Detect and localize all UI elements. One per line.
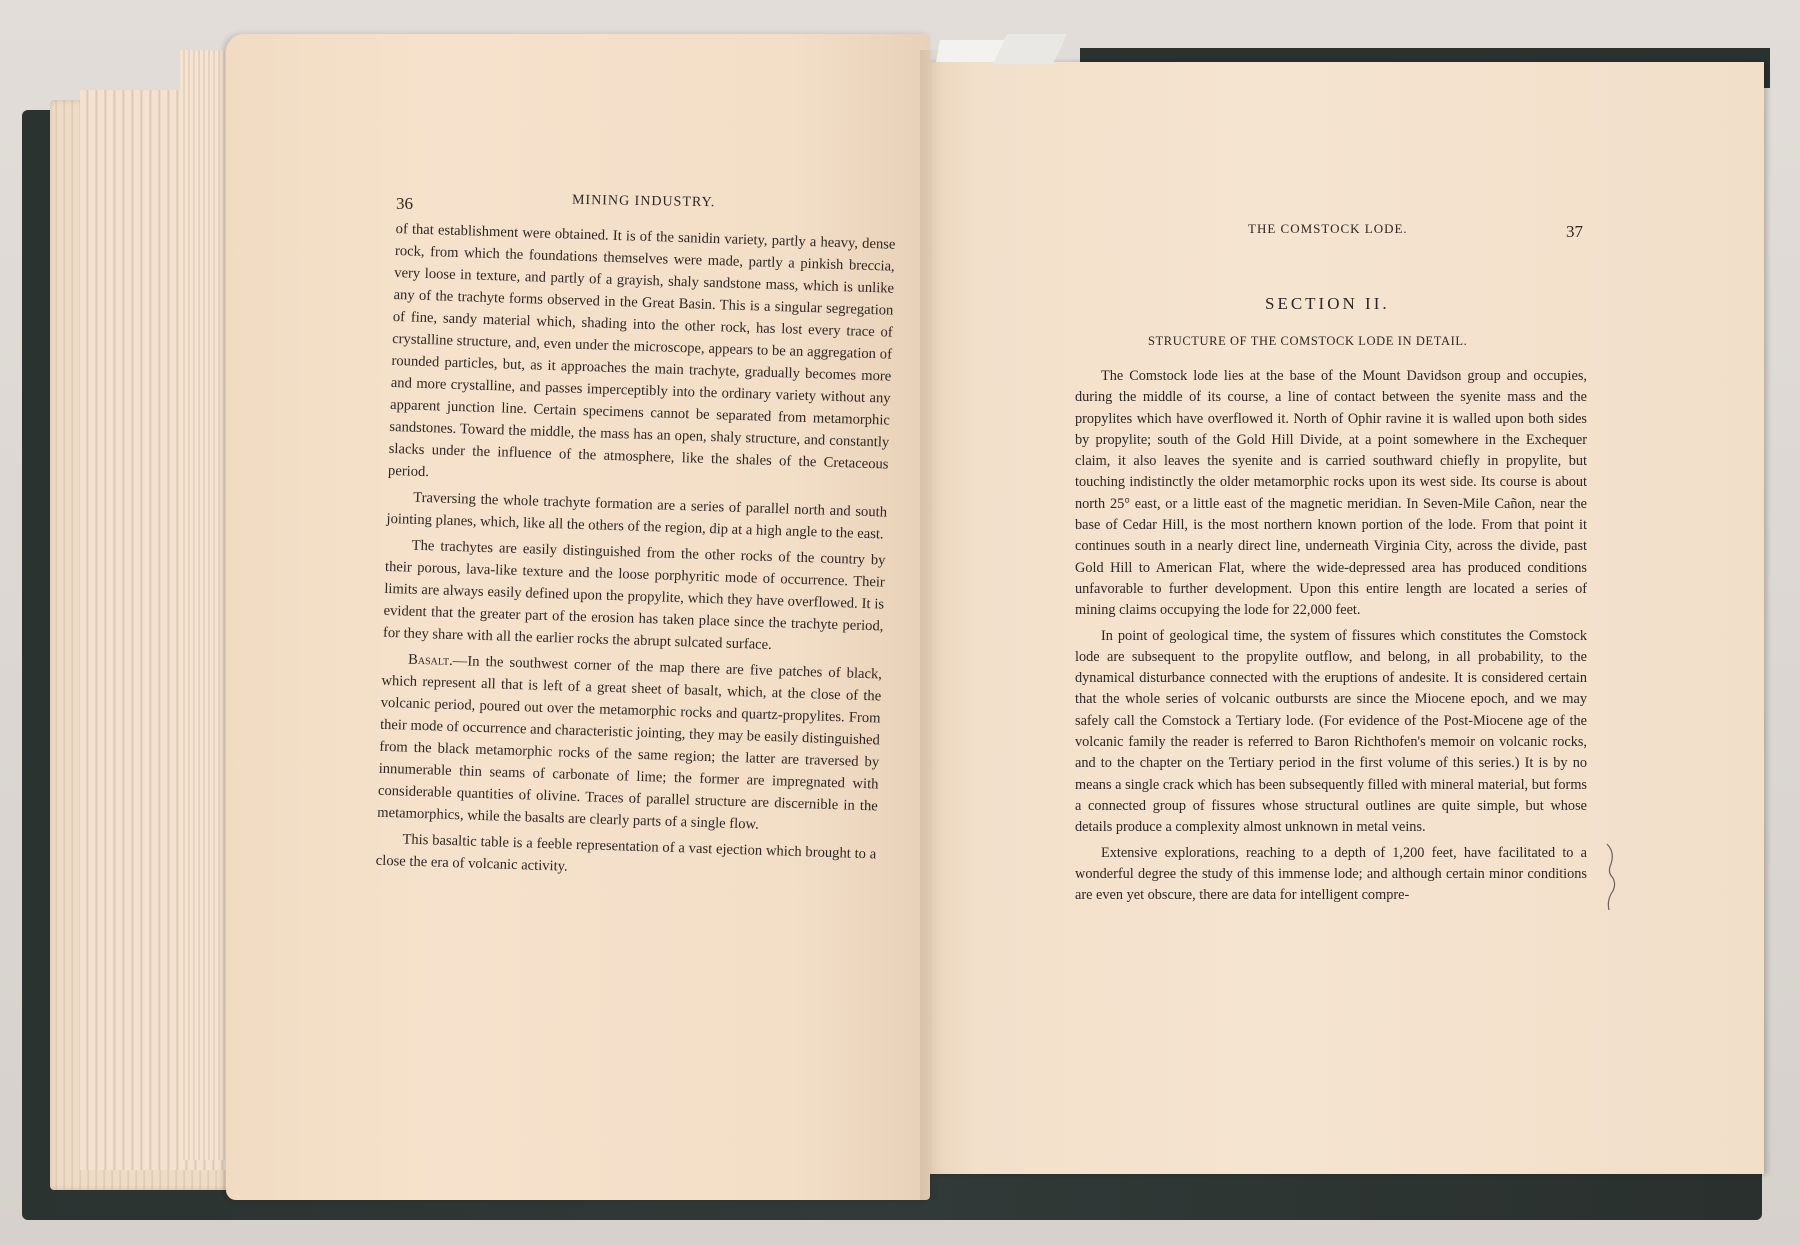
basalt-heading: Basalt. [407, 651, 454, 669]
left-paragraph-4: This basaltic table is a feeble representation of a vast ejection which brought to a close the era of volcanic activity. [375, 831, 877, 875]
book-gutter [920, 50, 942, 1200]
right-paragraph-3: Extensive explorations, reaching to a depth of 1,200 feet, have facilitated to a wonderful degree the study of this immense lode; and although certain minor conditions are even yet obscure, there are data for intelligent compre- [1075, 844, 1587, 904]
pencil-bracket-mark [1605, 842, 1617, 912]
left-paragraph-1: of that establishment were obtained. It is of the sanidin variety, partly a heavy, dense rock, from which the foundations themselves were made, partly a pinkish breccia, very loose in texture, and partly of a grayish, shaly sandstone mass, which is unlike any of the trachyte forms observed in the Great Basin. This is a singular segregation of fine, sandy material which, shading into the other rock, has lost every trace of crystalline structure, and, even under the microscope, appears to be an aggregation of rounded particles, but, as it approaches the main trachyte, gradually becomes more and more crystalline, and passes imperceptibly into the ordinary variety without any apparent junction line. Certain specimens cannot be separated from metamorphic sandstones. Toward the middle, the mass has an open, shaly structure, and constantly slacks under the influence of the atmosphere, like the shales of the Cretaceous period. [387, 220, 896, 481]
left-paragraph-basalt [377, 648, 882, 840]
right-running-head: THE COMSTOCK LODE. [1248, 221, 1408, 236]
basalt-text: —In the southwest corner of the map there are five patches of black, which represent all that is left of a great sheet of basalt, which, at the close of the volcanic period, poured out over the metamorphic rocks and quartz-propylites. From their mode of occurrence and characteristic jointing, they may be easily distinguished from the black metamorphic rocks of the same region; the latter are traversed by innumerable thin seams of carbonate of lime; the former are impregnated with considerable quantities of olivine. Traces of parallel structure are discernible in the metamorphics, while the basalts are clearly parts of a single flow. [377, 653, 883, 833]
section-title: SECTION II. [1265, 294, 1390, 313]
left-paragraph-3: The trachytes are easily distinguished from the other rocks of the country by their porous, lava-like texture and the loose porphyritic mode of occurrence. Their limits are always easily defined upon the propylite, which they have overflowed. It is evident that the greater part of the erosion has taken place since the trachyte period, for they share with all the earlier rocks the abrupt sulcated surface. [382, 537, 886, 654]
right-paragraph-1: The Comstock lode lies at the base of the Mount Davidson group and occupies, during the middle of its course, a line of contact between the syenite mass and the propylites which have overflowed it. North of Ophir ravine it is walled upon both sides by propylite; south of the Gold Hill Divide, at a point somewhere in the Exchequer claim, it also leaves the syenite and is carried southward chiefly in propylite, but touching indistinctly the older metamorphic rocks upon its west side. Its course is about north 25° east, or a little east of the magnetic meridian. In Seven-Mile Cañon, near the base of Cedar Hill, is the most northern known portion of the lode. From that point it continues south in a nearly direct line, underneath Virginia City, across the divide, past Gold Hill to American Flat, where the wide-depressed area has produced conditions unfavorable to further development. Upon this entire length are located a series of mining claims occupying the lode for 22,000 feet. [1075, 368, 1587, 619]
section-subtitle: STRUCTURE OF THE COMSTOCK LODE IN DETAIL. [1148, 334, 1468, 348]
left-running-head: MINING INDUSTRY. [571, 192, 716, 211]
right-page-body [1075, 366, 1587, 910]
right-page-number: 37 [1566, 222, 1583, 241]
left-paragraph-2: Traversing the whole trachyte formation are a series of parallel north and south jointing planes, which, like all the others of the region, dip at a high angle to the east. [386, 489, 888, 543]
bookmark-slip-2 [993, 34, 1067, 64]
left-page-number: 36 [396, 194, 413, 213]
right-paragraph-2: In point of geological time, the system of fissures which constitutes the Comstock lode are subsequent to the propylite outflow, and belong, in all probability, to the dynamical disturbance connected with the eruptions of andesite. It is considered certain that the whole series of volcanic outbursts are since the Miocene epoch, and we may safely call the Comstock a Tertiary lode. (For evidence of the Post-Miocene age of the volcanic family the reader is referred to Baron Richthofen's memoir on volcanic rocks, and to the chapter on the Tertiary period in the first volume of this series.) It is by no means a single crack which has been subsequently filled with mineral material, but forms a connected group of fissures whose structural outlines are quite simple, but whose details produce a complexity almost unknown in metal veins. [1075, 627, 1587, 836]
left-page-body [375, 218, 895, 891]
